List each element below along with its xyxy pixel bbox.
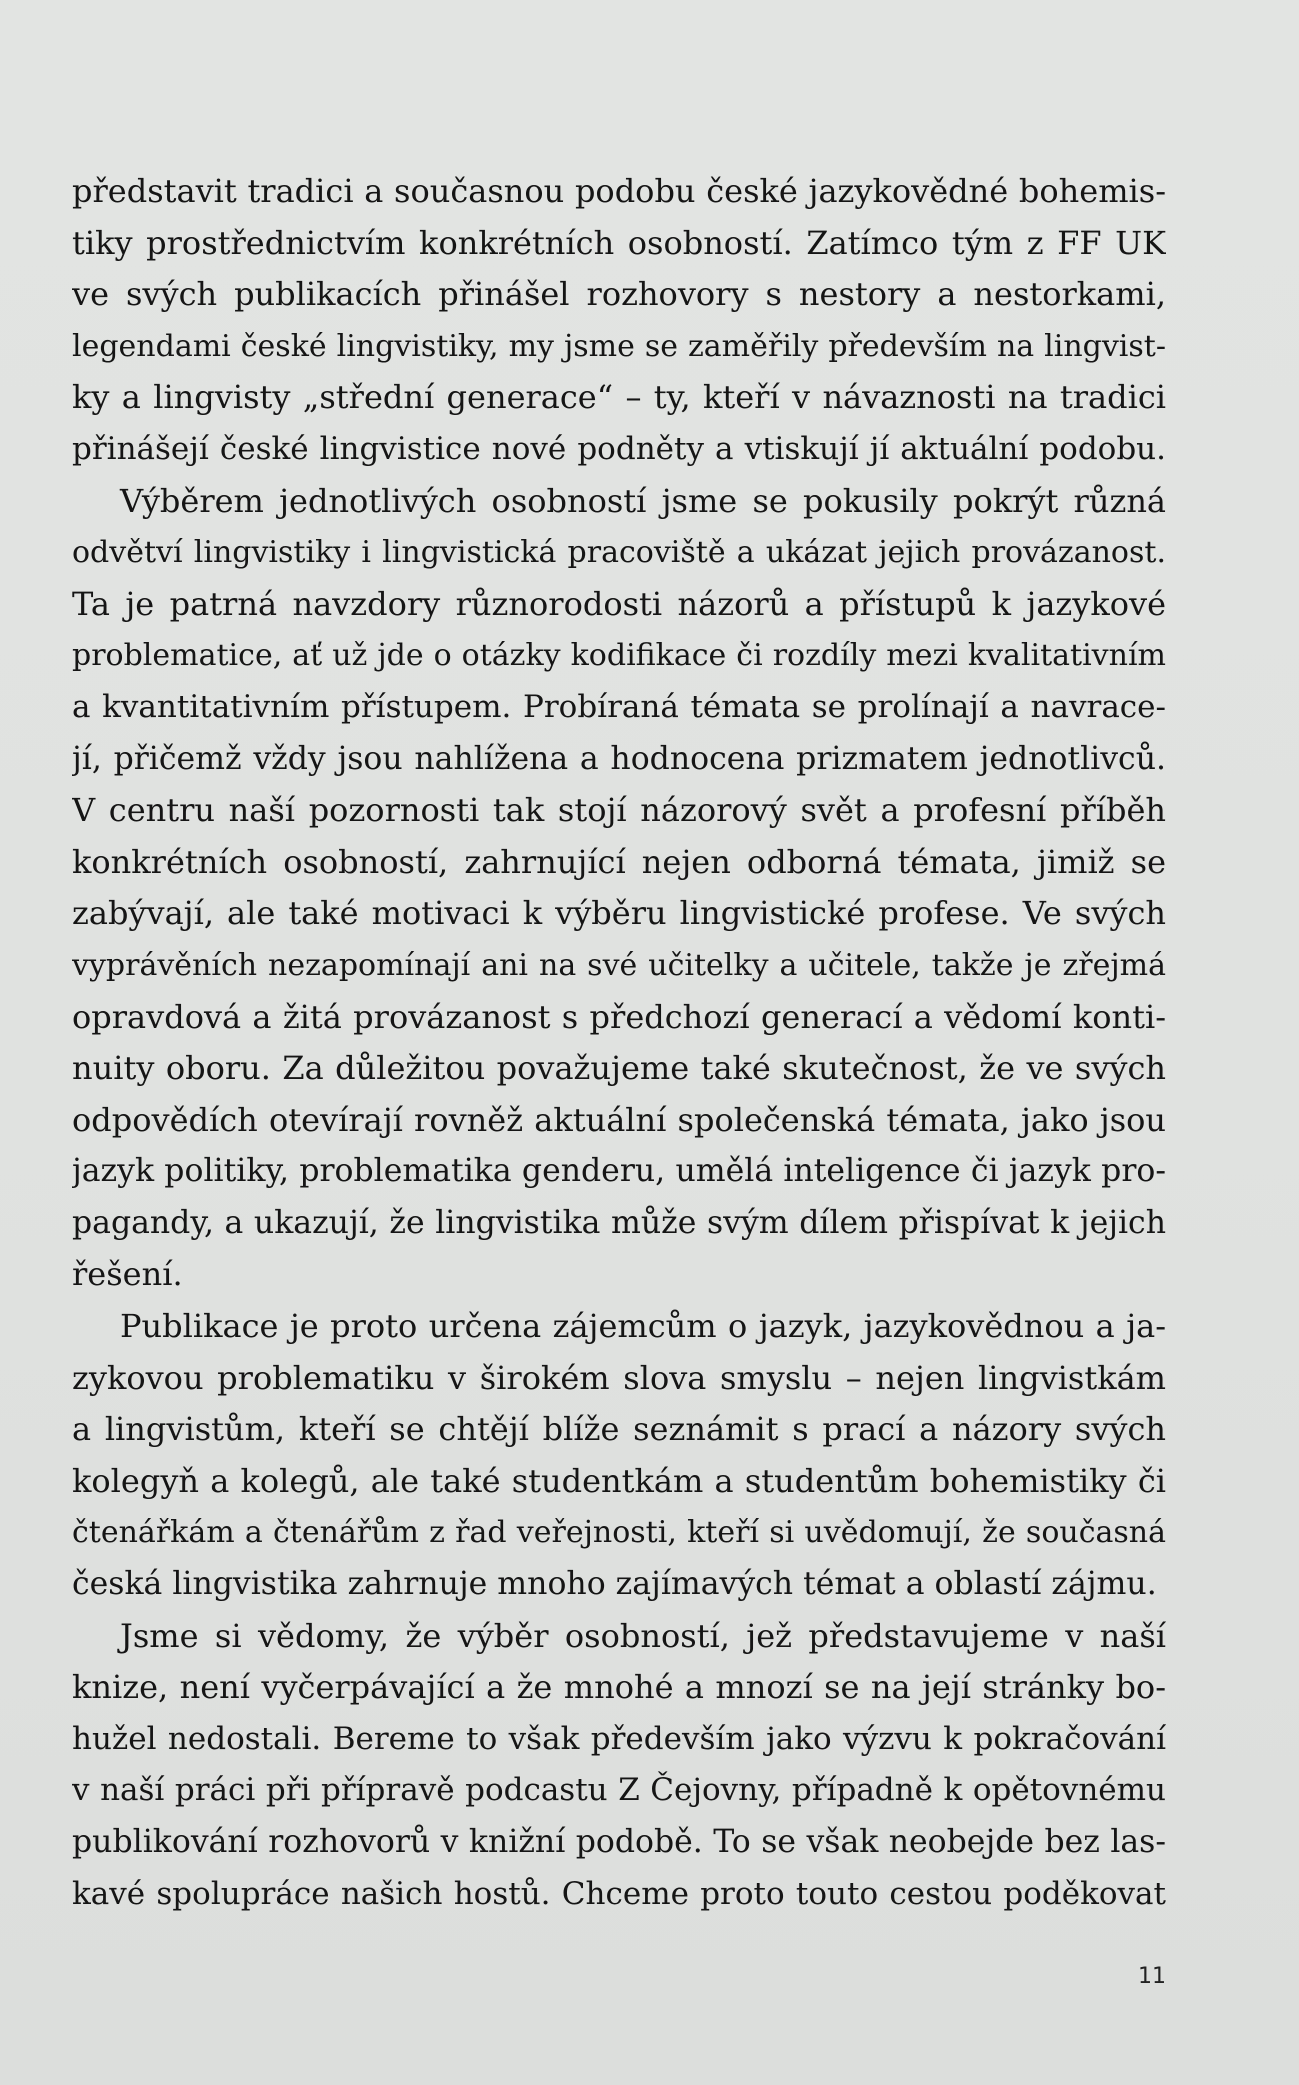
page-number: 11 [1138, 1964, 1166, 1989]
body-text [72, 166, 1166, 1920]
text-line: knize, není vyčerpávající a že mnohé a mnozí se na její stránky bo- [72, 1668, 1166, 1707]
text-line: řešení. [72, 1255, 183, 1294]
text-line: zabývají, ale také motivaci k výběru lingvistické profese. Ve svých [72, 894, 1166, 933]
text-line: konkrétních osobností, zahrnující nejen odborná témata, jimiž se [72, 842, 1166, 881]
text-line: Výběrem jednotlivých osobností jsme se pokusily pokrýt různá [120, 481, 1166, 520]
text-line: pagandy, a ukazují, že lingvistika může svým dílem přispívat k jejich [72, 1204, 1166, 1241]
text-line: a lingvistům, kteří se chtějí blíže seznámit s prací a názory svých [72, 1410, 1166, 1449]
text-line: čtenářkám a čtenářům z řad veřejnosti, kteří si uvědomují, že současná [72, 1515, 1166, 1551]
text-line: kolegyň a kolegů, ale také studentkám a studentům bohemistiky či [72, 1461, 1166, 1500]
text-line: legendami české lingvistiky, my jsme se zaměřily především na lingvist- [72, 328, 1166, 364]
text-line: publikování rozhovorů v knižní podobě. To se však neobejde bez las- [72, 1824, 1166, 1860]
text-line: v naší práci při přípravě podcastu Z Čejovny, případně k opětovnému [72, 1772, 1166, 1809]
text-line: V centru naší pozornosti tak stojí názorový svět a profesní příběh [72, 791, 1166, 830]
text-line: hužel nedostali. Bereme to však především jako výzvu k pokračování [72, 1720, 1166, 1757]
text-line: odpovědích otevírají rovněž aktuální společenská témata, jako jsou [72, 1100, 1166, 1139]
text-line: česká lingvistika zahrnuje mnoho zajímavých témat a oblastí zájmu. [72, 1566, 1157, 1603]
text-line: ve svých publikacích přinášel rozhovory s nestory a nestorkami, [72, 275, 1166, 314]
text-line: ky a lingvisty „střední generace“ – ty, kteří v návaznosti na tradici [72, 378, 1166, 417]
text-line: kavé spolupráce našich hostů. Chceme proto touto cestou poděkovat [72, 1875, 1166, 1912]
text-line: problematice, ať už jde o otázky kodifikace či rozdíly mezi kvalitativním [72, 638, 1166, 674]
text-line: jazyk politiky, problematika genderu, umělá inteligence či jazyk pro- [72, 1153, 1166, 1190]
text-line: představit tradici a současnou podobu české jazykovědné bohemis- [72, 172, 1166, 210]
text-line: Publikace je proto určena zájemcům o jazyk, jazykovědnou a ja- [120, 1307, 1166, 1346]
text-line: zykovou problematiku v širokém slova smyslu – nejen lingvistkám [72, 1358, 1166, 1397]
text-line: odvětví lingvistiky i lingvistická pracoviště a ukázat jejich provázanost. [72, 535, 1166, 571]
text-line: vyprávěních nezapomínají ani na své učitelky a učitele, takže je zřejmá [72, 947, 1166, 983]
text-line: a kvantitativním přístupem. Probíraná témata se prolínají a navrace- [72, 688, 1166, 725]
text-line: Ta je patrná navzdory různorodosti názorů a přístupů k jazykové [72, 584, 1166, 623]
text-line: tiky prostřednictvím konkrétních osobností. Zatímco tým z FF UK [72, 223, 1166, 262]
text-line: nuity oboru. Za důležitou považujeme také skutečnost, že ve svých [72, 1049, 1166, 1088]
text-line: přinášejí české lingvistice nové podněty a vtiskují jí aktuální podobu. [72, 430, 1166, 467]
text-line: opravdová a žitá provázanost s předchozí generací a vědomí konti- [72, 997, 1166, 1036]
text-line: jí, přičemž vždy jsou nahlížena a hodnocena prizmatem jednotlivců. [72, 740, 1166, 777]
text-line: Jsme si vědomy, že výběr osobností, jež představujeme v naší [120, 1616, 1166, 1655]
